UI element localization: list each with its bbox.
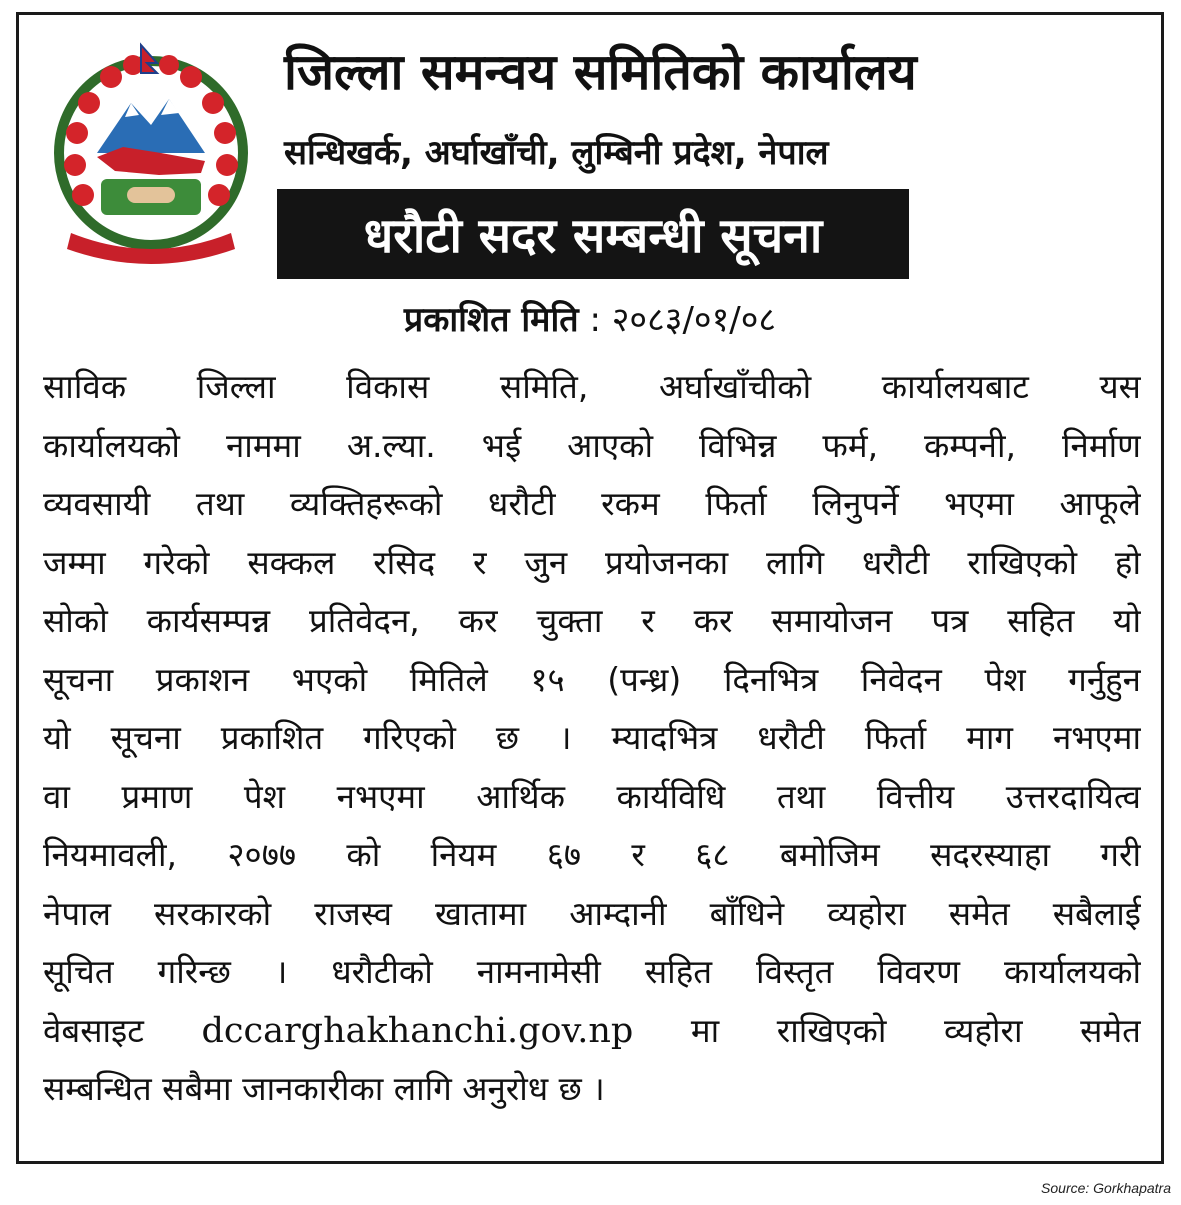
body-line: सूचित गरिन्छ । धरौटीको नामनामेसी सहित विस्तृत विवरण कार्यालयको	[43, 952, 1141, 991]
publication-date-label: प्रकाशित मिति	[403, 300, 579, 340]
body-line: व्यवसायी तथा व्यक्तिहरूको धरौटी रकम फिर्ता लिनुपर्ने भएमा आफूले	[43, 484, 1141, 523]
publication-date-separator: :	[589, 300, 601, 340]
mountain-mark	[97, 99, 205, 153]
body-line: साविक जिल्ला विकास समिति, अर्घाखाँचीको कार्यालयबाट यस	[43, 367, 1141, 406]
emblem-graphic	[41, 33, 261, 273]
body-line: जम्मा गरेको सक्कल रसिद र जुन प्रयोजनका लागि धरौटी राखिएको हो	[43, 542, 1141, 582]
publication-date-line	[19, 295, 1161, 345]
body-line: नियमावली, २०७७ को नियम ६७ र ६८ बमोजिम सदरस्याहा गरी	[43, 835, 1141, 874]
body-line: सोको कार्यसम्पन्न प्रतिवेदन, कर चुक्ता र कर समायोजन पत्र सहित यो	[43, 601, 1141, 640]
body-line: कार्यालयको नाममा अ.ल्या. भई आएको विभिन्न फर्म, कम्पनी, निर्माण	[43, 425, 1141, 465]
source-credit: Source: Gorkhapatra	[1041, 1180, 1171, 1196]
notice-body	[43, 358, 1141, 1119]
notice-title-banner	[277, 189, 909, 279]
notice-title: धरौटी सदर सम्बन्धी सूचना	[363, 207, 823, 264]
office-address: सन्धिखर्क, अर्घाखाँची, लुम्बिनी प्रदेश, नेपाल	[284, 133, 829, 173]
body-line-closing: सम्बन्धित सबैमा जानकारीका लागि अनुरोध छ ।	[43, 1069, 605, 1108]
body-line: नेपाल सरकारको राजस्व खातामा आम्दानी बाँधिने व्यहोरा समेत सबैलाई	[43, 893, 1141, 933]
website-prefix: वेबसाइट	[43, 1010, 144, 1050]
office-title: जिल्ला समन्वय समितिको कार्यालय	[284, 43, 917, 101]
body-line: सूचना प्रकाशन भएको मितिले १५ (पन्ध्र) दिनभित्र निवेदन पेश गर्नुहुन	[43, 659, 1141, 699]
website-url: dccarghakhanchi.gov.np	[201, 1010, 634, 1051]
notice-frame	[16, 12, 1164, 1164]
flag-mark	[141, 45, 157, 73]
nepal-government-emblem-icon	[41, 33, 261, 273]
website-suffix: मा राखिएको व्यहोरा समेत	[690, 1010, 1141, 1050]
publication-date-value: २०८३/०१/०८	[611, 300, 777, 340]
field-mark	[101, 179, 201, 215]
body-line: यो सूचना प्रकाशित गरिएको छ । म्यादभित्र धरौटी फिर्ता माग नभएमा	[43, 718, 1141, 757]
body-line-website	[43, 1002, 1141, 1061]
body-line: वा प्रमाण पेश नभएमा आर्थिक कार्यविधि तथा वित्तीय उत्तरदायित्व	[43, 776, 1141, 816]
